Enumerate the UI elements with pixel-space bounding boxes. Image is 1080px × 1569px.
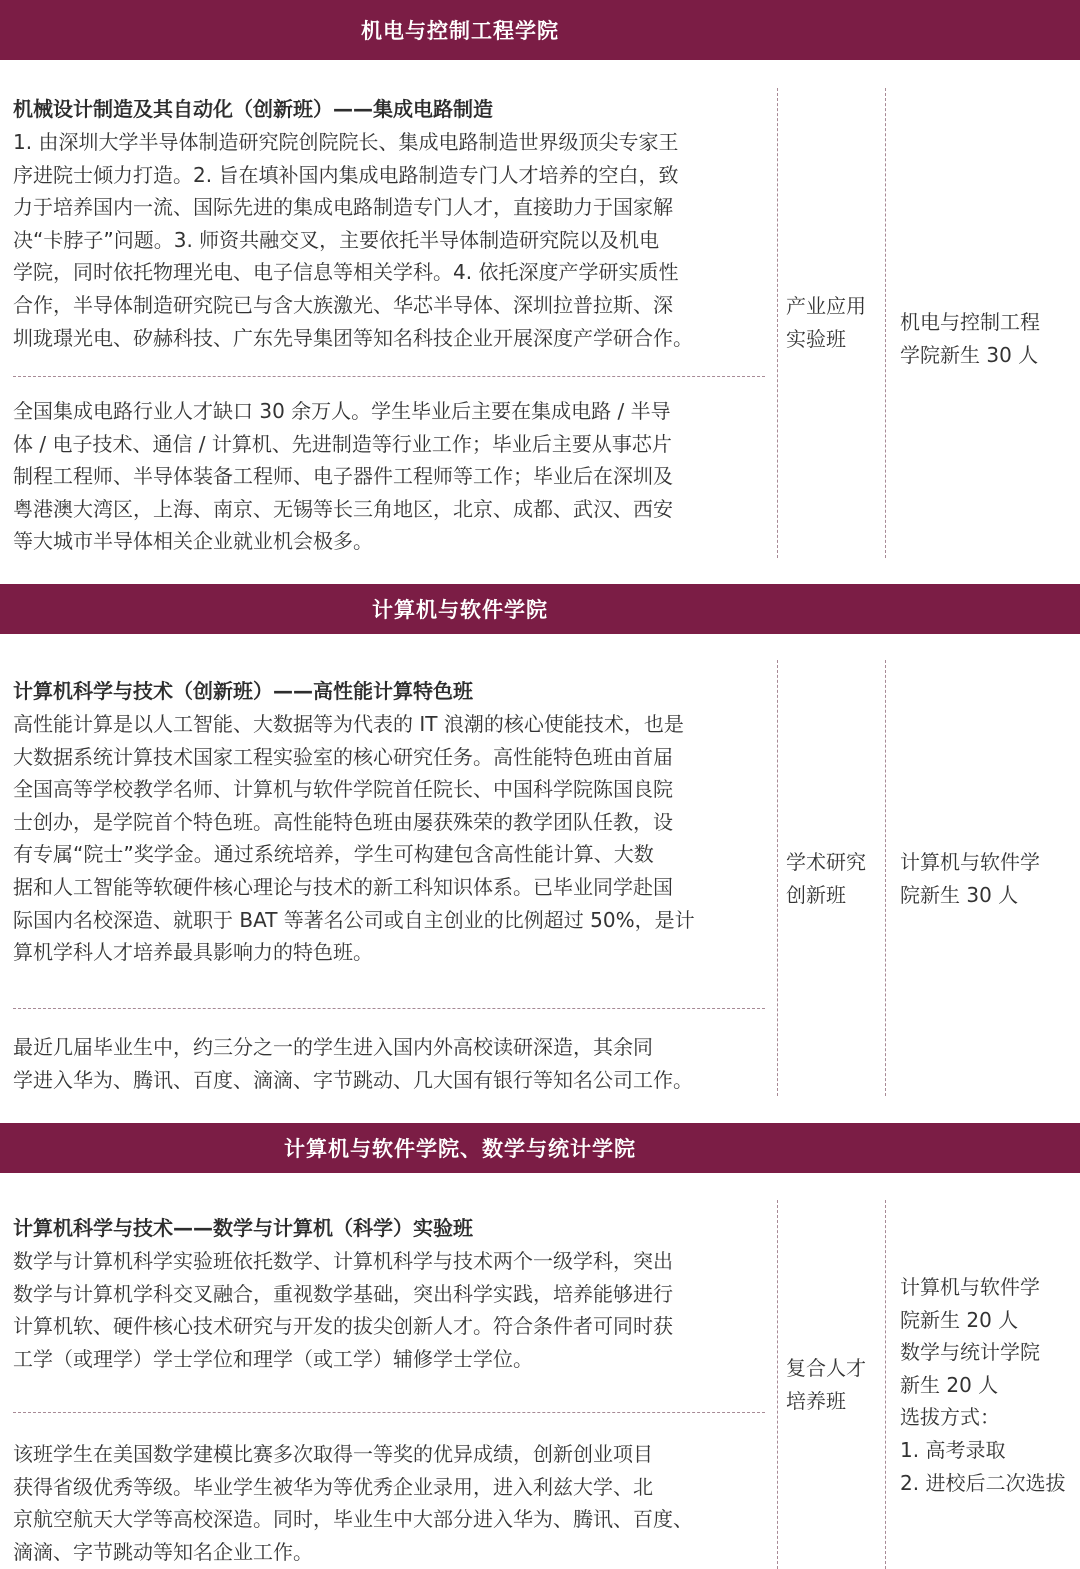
text-line: 高性能计算是以人工智能、大数据等为代表的 IT 浪潮的核心使能技术，也是 [13, 712, 684, 736]
program-employment [13, 377, 765, 558]
text-line: 际国内名校深造、就职于 BAT 等著名公司或自主创业的比例超过 50%，是计 [13, 907, 695, 932]
program-description [13, 88, 765, 558]
program-row [0, 1200, 1080, 1569]
text-line: 制程工程师、半导体装备工程师、电子器件工程师等工作；毕业后在深圳及 [13, 464, 673, 489]
text-line: 序进院士倾力打造。2. 旨在填补国内集成电路制造专门人才培养的空白，致 [13, 162, 679, 187]
program-description [13, 660, 765, 1096]
program-employment [13, 1413, 765, 1568]
text-line: 学院，同时依托物理光电、电子信息等相关学科。4. 依托深度产学研实质性 [13, 260, 679, 285]
text-line: 全国集成电路行业人才缺口 30 余万人。学生毕业后主要在集成电路 / 半导 [13, 399, 671, 423]
text-line: 士创办，是学院首个特色班。高性能特色班由屡获殊荣的教学团队任教，设 [13, 809, 673, 834]
program-title: 计算机科学与技术——数学与计算机（科学）实验班 [13, 1216, 473, 1240]
section-header [0, 1123, 1080, 1173]
text-line: 获得省级优秀等级。毕业学生被华为等优秀企业录用，进入利兹大学、北 [13, 1474, 653, 1499]
text-line: 2. 进校后二次选拔 [900, 1470, 1066, 1495]
text-line: 学院新生 30 人 [900, 342, 1039, 367]
text-line: 实验班 [786, 326, 846, 351]
text-line: 全国高等学校教学名师、计算机与软件学院首任院长、中国科学院陈国良院 [13, 777, 673, 802]
text-line: 算机学科人才培养最具影响力的特色班。 [13, 940, 373, 965]
text-line: 有专属“院士”奖学金。通过系统培养，学生可构建包含高性能计算、大数 [13, 842, 654, 867]
program-intro-cell [13, 675, 765, 1009]
program-description [13, 1200, 765, 1568]
text-line: 力于培养国内一流、国际先进的集成电路制造专门人才，直接助力于国家解 [13, 195, 673, 220]
section-header-title: 计算机与软件学院 [372, 598, 548, 622]
program-title: 计算机科学与技术（创新班）——高性能计算特色班 [13, 679, 473, 703]
text-line: 决“卡脖子”问题。3. 师资共融交叉，主要依托半导体制造研究院以及机电 [13, 227, 660, 252]
section-header-title: 计算机与软件学院、数学与统计学院 [284, 1137, 636, 1161]
section-header-title: 机电与控制工程学院 [361, 19, 559, 43]
class-type [786, 1352, 881, 1417]
text-line: 复合人才 [786, 1356, 866, 1380]
text-line: 等大城市半导体相关企业就业机会极多。 [13, 529, 373, 554]
enrollment-quota [900, 1271, 1072, 1499]
text-line: 据和人工智能等软硬件核心理论与技术的新工科知识体系。已毕业同学赴国 [13, 874, 673, 899]
column-divider [777, 88, 778, 558]
text-line: 数学与计算机学科交叉融合，重视数学基础，突出科学实践，培养能够进行 [13, 1281, 673, 1306]
text-line: 最近几届毕业生中，约三分之一的学生进入国内外高校读研深造，其余同 [13, 1035, 653, 1059]
program-intro [13, 126, 765, 354]
text-line: 新生 20 人 [900, 1372, 999, 1397]
class-type [786, 290, 881, 355]
text-line: 计算机与软件学 [900, 1275, 1040, 1299]
text-line: 合作，半导体制造研究院已与含大族激光、华芯半导体、深圳拉普拉斯、深 [13, 292, 673, 317]
text-line: 粤港澳大湾区，上海、南京、无锡等长三角地区，北京、成都、武汉、西安 [13, 496, 673, 521]
text-line: 培养班 [786, 1388, 846, 1413]
text-line: 该班学生在美国数学建模比赛多次取得一等奖的优异成绩，创新创业项目 [13, 1442, 653, 1466]
column-divider [777, 660, 778, 1096]
column-divider [777, 1200, 778, 1569]
class-type [786, 846, 881, 911]
text-line: 工学（或理学）学士学位和理学（或工学）辅修学士学位。 [13, 1346, 533, 1371]
section-header [0, 0, 1080, 60]
text-line: 滴滴、字节跳动等知名企业工作。 [13, 1539, 313, 1564]
text-line: 1. 高考录取 [900, 1437, 1006, 1462]
text-line: 大数据系统计算技术国家工程实验室的核心研究任务。高性能特色班由首届 [13, 744, 673, 769]
text-line: 产业应用 [786, 294, 866, 318]
text-line: 学术研究 [786, 850, 866, 874]
text-line: 数学与统计学院 [900, 1340, 1040, 1365]
program-intro [13, 1245, 765, 1375]
text-line: 京航空航天大学等高校深造。同时，毕业生中大部分进入华为、腾讯、百度、 [13, 1507, 693, 1532]
column-divider [885, 660, 886, 1096]
text-line: 数学与计算机科学实验班依托数学、计算机科学与技术两个一级学科，突出 [13, 1249, 673, 1273]
text-line: 院新生 20 人 [900, 1307, 1019, 1332]
text-line: 体 / 电子技术、通信 / 计算机、先进制造等行业工作；毕业后主要从事芯片 [13, 431, 672, 456]
text-line: 圳珑璟光电、矽赫科技、广东先导集团等知名科技企业开展深度产学研合作。 [13, 325, 693, 350]
program-row [0, 88, 1080, 558]
program-intro [13, 708, 765, 969]
text-line: 选拔方式： [900, 1405, 1000, 1430]
program-row [0, 660, 1080, 1096]
program-employment [13, 1009, 765, 1096]
column-divider [885, 1200, 886, 1569]
text-line: 计算机软、硬件核心技术研究与开发的拔尖创新人才。符合条件者可同时获 [13, 1314, 673, 1339]
text-line: 1. 由深圳大学半导体制造研究院创院院长、集成电路制造世界级顶尖专家王 [13, 130, 679, 154]
section-header [0, 584, 1080, 634]
text-line: 机电与控制工程 [900, 310, 1040, 334]
enrollment-quota [900, 846, 1072, 911]
text-line: 创新班 [786, 882, 846, 907]
enrollment-quota [900, 306, 1072, 371]
column-divider [885, 88, 886, 558]
text-line: 院新生 30 人 [900, 882, 1019, 907]
text-line: 计算机与软件学 [900, 850, 1040, 874]
program-intro-cell [13, 1212, 765, 1413]
program-intro-cell [13, 93, 765, 377]
text-line: 学进入华为、腾讯、百度、滴滴、字节跳动、几大国有银行等知名公司工作。 [13, 1067, 693, 1092]
program-title: 机械设计制造及其自动化（创新班）——集成电路制造 [13, 97, 493, 121]
